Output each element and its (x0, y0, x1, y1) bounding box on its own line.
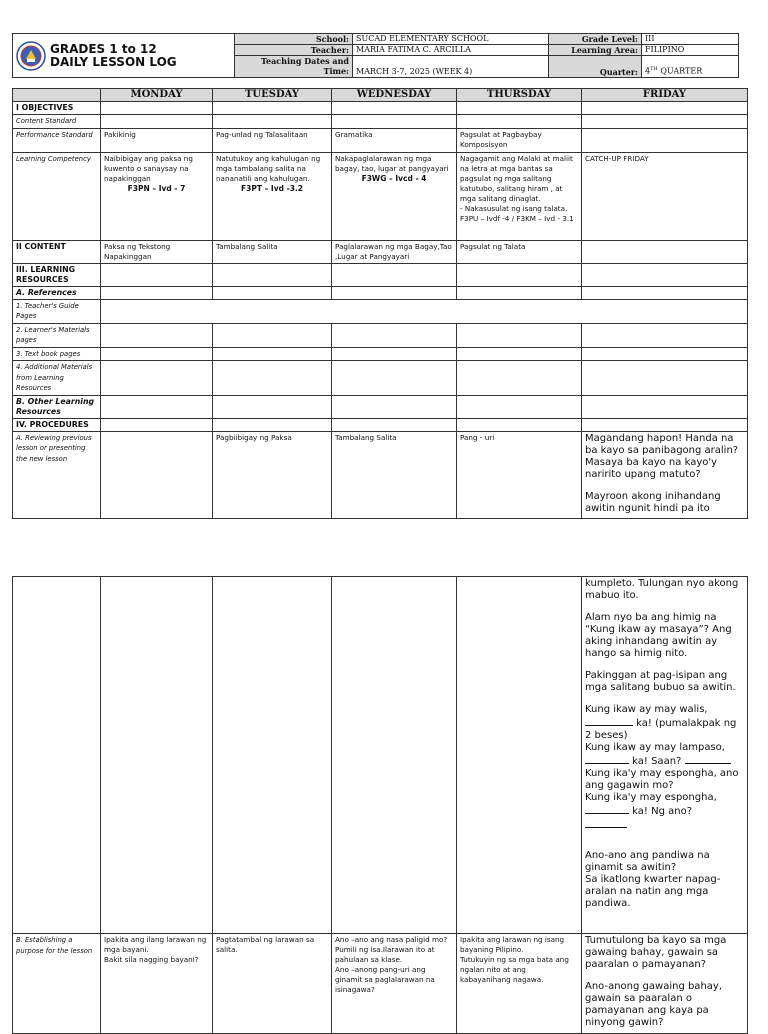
day-header-monday: MONDAY (101, 89, 213, 102)
competency-monday: Naibibigay ang paksa ng kuwento o sanaysay na napakinggan F3PN – Ivd - 7 (101, 152, 213, 240)
performance-thursday: Pagsulat at Pagbaybay Komposisyon (457, 128, 582, 152)
content-standard-label: Content Standard (13, 115, 101, 129)
teachers-guide-label: 1. Teacher's Guide Pages (13, 299, 101, 323)
reviewing-friday: Magandang hapon! Handa na ba kayo sa panibagong aralin? Masaya ba kayo na kayo'y naririto upang matuto? Mayroon akong inihandang awitin ngunit hindi pa ito (582, 431, 748, 518)
content-monday: Paksa ng Tekstong Napakinggan (101, 240, 213, 263)
day-header-tuesday: TUESDAY (213, 89, 332, 102)
competency-friday: CATCH-UP FRIDAY (582, 152, 748, 240)
performance-standard-label: Performance Standard (13, 128, 101, 152)
day-header-thursday: THURSDAY (457, 89, 582, 102)
references-label: A. References (13, 286, 101, 299)
content-label: II CONTENT (13, 240, 101, 263)
reviewing-tuesday: Pagbiibigay ng Paksa (213, 431, 332, 518)
header-title-line1: GRADES 1 to 12 (50, 41, 157, 56)
day-header-friday: FRIDAY (582, 89, 748, 102)
teaching-dates-value: MARCH 3-7, 2025 (WEEK 4) (353, 56, 549, 78)
competency-wednesday: Nakapaglalarawan ng mga bagay, tao, lugar at pangyayari F3WG – Ivcd - 4 (332, 152, 457, 240)
teacher-value: MARIA FATIMA C. ARCILLA (353, 45, 549, 56)
content-thursday: Pagsulat ng Talata (457, 240, 582, 263)
lesson-log-table-continued (12, 576, 748, 1034)
establishing-monday: Ipakita ang ilang larawan ng mga bayani. Bakit sila nagging bayani? (101, 934, 213, 1034)
corner-header (13, 89, 101, 102)
performance-tuesday: Pag-unlad ng Talasalitaan (213, 128, 332, 152)
other-resources-label: B. Other Learning Resources (13, 395, 101, 418)
establishing-tuesday: Pagtatambal ng larawan sa salita. (213, 934, 332, 1034)
objectives-label: I OBJECTIVES (13, 102, 101, 115)
teacher-label: Teacher: (235, 45, 353, 56)
learners-materials-label: 2. Learner's Materials pages (13, 323, 101, 347)
header-title-line2: DAILY LESSON LOG (50, 54, 177, 69)
header-table (12, 33, 739, 78)
quarter-value: 4TH QUARTER (642, 56, 739, 78)
learning-area-value: FILIPINO (642, 45, 739, 56)
grade-level-value: III (642, 34, 739, 45)
reviewing-monday (101, 431, 213, 518)
additional-materials-label: 4. Additional Materials from Learning Resources (13, 361, 101, 396)
learning-area-label: Learning Area: (549, 45, 642, 56)
day-header-wednesday: WEDNESDAY (332, 89, 457, 102)
content-wednesday: Paglalarawan ng mga Bagay,Tao ,Lugar at Pangyayari (332, 240, 457, 263)
establishing-friday: Tumutulong ba kayo sa mga gawaing bahay, gawain sa paaralan o pamayanan? Ano-anong gawaing bahay, gawain sa paaralan o pamayanan ang kaya pa ninyong gawin? (582, 934, 748, 1034)
procedures-label: IV. PROCEDURES (13, 418, 101, 431)
performance-friday (582, 128, 748, 152)
reviewing-thursday: Pang - uri (457, 431, 582, 518)
reviewing-friday-continued: kumpleto. Tulungan nyo akong mabuo ito. Alam nyo ba ang himig na “Kung ikaw ay masaya”? Ang aking inhandang awitin ay hango sa himig nito. Pakinggan at pag-isipan ang mga salitang bubuo sa awitin. Kung ikaw ay may walis, ka! (pumalakpak ng 2 beses) Kung ikaw ay may lampaso, ka! Saan? Kung ika'y may espongha, ano ang gagawin mo? Kung ika'y may espongha, ka! Ng ano? Ano-ano ang pandiwa na ginamit sa awitin? Sa ikatlong kwarter napag-aralan na natin ang mga pandiwa. (582, 577, 748, 934)
competency-thursday: Nagagamit ang Malaki at maliit na letra at mga bantas sa pagsulat ng mga salitang katutubo, salitang hiram , at mga salitang dinaglat. - Nakasusulat ng isang talata. F3PU – Ivdf -4 / F3KM – Ivd - 3.1 (457, 152, 582, 240)
grade-level-label: Grade Level: (549, 34, 642, 45)
quarter-label: Quarter: (549, 56, 642, 78)
content-friday (582, 240, 748, 263)
school-label: School: (235, 34, 353, 45)
establishing-label: B. Establishing a purpose for the lesson (13, 934, 101, 1034)
content-tuesday: Tambalang Salita (213, 240, 332, 263)
performance-wednesday: Gramatika (332, 128, 457, 152)
reviewing-label: A. Reviewing previous lesson or presenting the new lesson (13, 431, 101, 518)
establishing-thursday: Ipakita ang larawan ng isang bayaning Pilipino. Tutukuyin ng sa mga bata ang ngalan nito at ang kabayanihang nagawa. (457, 934, 582, 1034)
lesson-log-table (12, 88, 748, 519)
learning-resources-label: III. LEARNING RESOURCES (13, 263, 101, 286)
textbook-label: 3. Text book pages (13, 347, 101, 361)
teaching-dates-label: Teaching Dates and Time: (235, 56, 353, 78)
header-logo-cell (13, 34, 235, 78)
competency-tuesday: Natutukoy ang kahulugan ng mga tambalang salita na nananatili ang kahulugan. F3PT – Ivd -3.2 (213, 152, 332, 240)
learning-competency-label: Learning Competency (13, 152, 101, 240)
establishing-wednesday: Ano –ano ang nasa paligid mo? Pumili ng isa.Ilarawan ito at pahulaan sa klase. Ano –anong pang-uri ang ginamit sa paglalarawan na isinagawa? (332, 934, 457, 1034)
deped-seal-icon (16, 41, 46, 71)
reviewing-wednesday: Tambalang Salita (332, 431, 457, 518)
school-value: SUCAD ELEMENTARY SCHOOL (353, 34, 549, 45)
performance-monday: Pakikinig (101, 128, 213, 152)
